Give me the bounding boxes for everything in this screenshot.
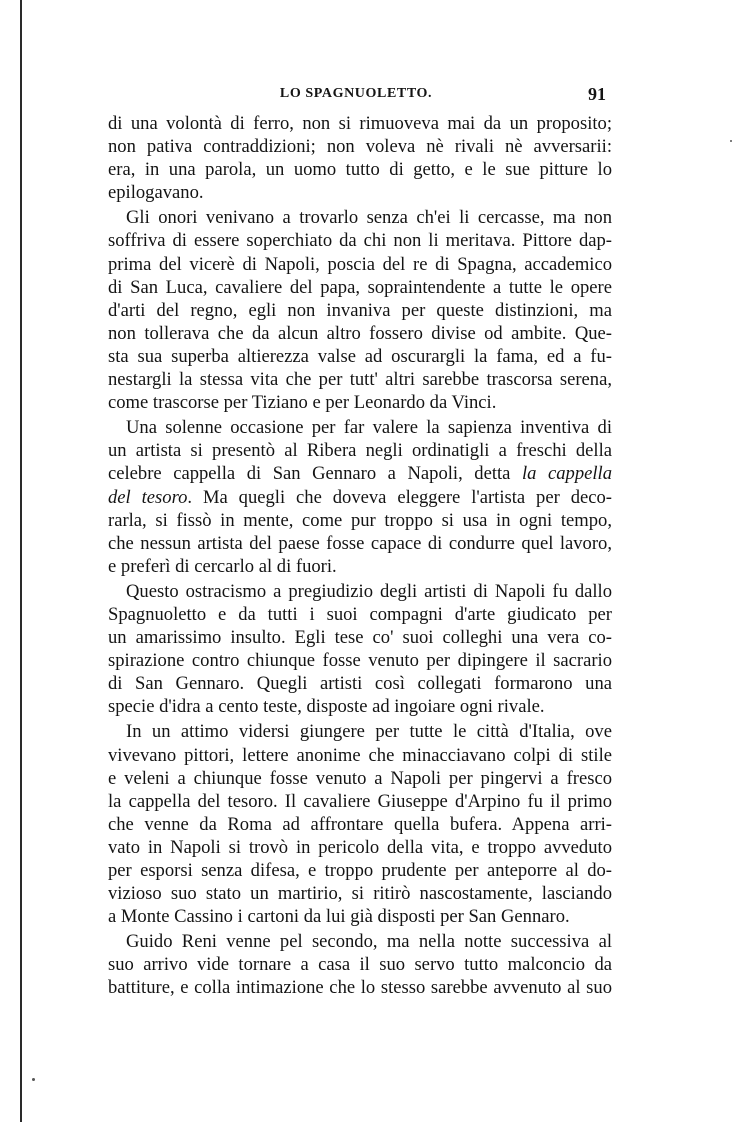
text-line: specie d'idra a cento teste, disposte ad ingoiare ogni rivale. — [108, 696, 545, 718]
text-line: d'arti del regno, egli non invaniva per queste distinzioni, ma — [108, 299, 612, 321]
paragraph — [108, 580, 612, 719]
text-line: battiture, e colla intimazione che lo stesso sarebbe avvenuto al suo — [108, 977, 612, 999]
text-line: epilogavano. — [108, 182, 204, 204]
text-line: vato in Napoli si trovò in pericolo della vita, e troppo avveduto — [108, 836, 612, 858]
text-line: In un attimo vidersi giungere per tutte le città d'Italia, ove — [126, 721, 612, 743]
text-line: rarla, si fissò in mente, come pur troppo si usa in ogni tempo, — [108, 509, 612, 531]
text-segment: celebre cappella di San Gennaro a Napoli, detta — [108, 463, 511, 485]
paragraph — [108, 206, 612, 414]
text-line: Spagnuoletto e da tutti i suoi compagni d'arte giudicato per — [108, 603, 612, 625]
text-line: un artista si presentò al Ribera negli ordinatigli a freschi della — [108, 440, 612, 462]
text-line: di San Gennaro. Quegli artisti così collegati formarono una — [108, 673, 612, 695]
text-line: di una volontà di ferro, non si rimuoveva mai da un proposito; — [108, 113, 612, 134]
text-line: e veleni a chiunque fosse venuto a Napoli per pingervi a fresco — [108, 767, 612, 789]
text-line: non tollerava che da alcun altro fossero divise od ambite. Que- — [108, 322, 612, 344]
paper-speck — [32, 1078, 35, 1081]
text-line: Una solenne occasione per far valere la sapienza inventiva di — [126, 417, 612, 439]
text-line: di San Luca, cavaliere del papa, sopraintendente a tutte le opere — [108, 276, 612, 298]
text-line: che venne da Roma ad affrontare quella bufera. Appena arri- — [108, 813, 612, 835]
page-number: 91 — [588, 84, 606, 104]
text-line: vizioso suo stato un martirio, si ritirò nascostamente, lasciando — [108, 883, 612, 905]
text-line: vivevano pittori, lettere anonime che minacciavano colpi di stile — [108, 744, 612, 766]
text-segment: . Ma quegli che doveva eleggere l'artista per deco- — [187, 486, 612, 508]
text-line: che nessun artista del paese fosse capace di condurre quel lavoro, — [108, 532, 612, 554]
text-line — [108, 462, 612, 485]
text-line: nestargli la stessa vita che per tutt' altri sarebbe trascorsa serena, — [108, 369, 612, 391]
text-line: a Monte Cassino i cartoni da lui già disposti per San Gennaro. — [108, 906, 570, 928]
paper-speck — [730, 140, 732, 142]
text-line: la cappella del tesoro. Il cavaliere Giuseppe d'Arpino fu il primo — [108, 790, 612, 812]
italic-title: del tesoro — [108, 486, 188, 508]
text-line: Questo ostracismo a pregiudizio degli artisti di Napoli fu dallo — [126, 580, 612, 602]
text-line: non pativa contraddizioni; non voleva nè rivali nè avversarii: — [108, 136, 612, 158]
text-line: come trascorse per Tiziano e per Leonardo da Vinci. — [108, 392, 497, 414]
text-line: e preferì di cercarlo al di fuori. — [108, 555, 337, 577]
text-line: sta sua superba altierezza valse ad oscurargli la fama, ed a fu- — [108, 345, 612, 367]
text-line: soffriva di essere soperchiato da chi non li meritava. Pittore dap- — [108, 230, 612, 252]
text-line: era, in una parola, un uomo tutto di getto, e le sue pitture lo — [108, 159, 612, 181]
running-title: LO SPAGNUOLETTO. — [279, 86, 433, 101]
paragraph — [108, 112, 612, 204]
paragraph — [108, 416, 612, 578]
text-line: suo arrivo vide tornare a casa il suo servo tutto malconcio da — [108, 954, 612, 976]
text-line: per esporsi senza difesa, e troppo prudente per anteporre al do- — [108, 860, 612, 881]
text-line: prima del vicerè di Napoli, poscia del re di Spagna, accademico — [108, 253, 612, 275]
text-line: Gli onori venivano a trovarlo senza ch'ei li cercasse, ma non — [126, 207, 612, 229]
text-line — [108, 486, 612, 509]
text-line: spirazione contro chiunque fosse venuto per dipingere il sacrario — [108, 650, 612, 672]
italic-title: la cappella — [521, 463, 612, 485]
paragraph — [108, 930, 612, 999]
text-line: un amarissimo insulto. Egli tese co' suoi colleghi una vera co- — [108, 627, 612, 649]
body-text — [108, 112, 612, 1002]
paragraph — [108, 720, 612, 928]
page-binding-edge — [20, 0, 22, 1122]
page-header — [108, 86, 604, 110]
text-line: Guido Reni venne pel secondo, ma nella notte successiva al — [126, 931, 612, 953]
